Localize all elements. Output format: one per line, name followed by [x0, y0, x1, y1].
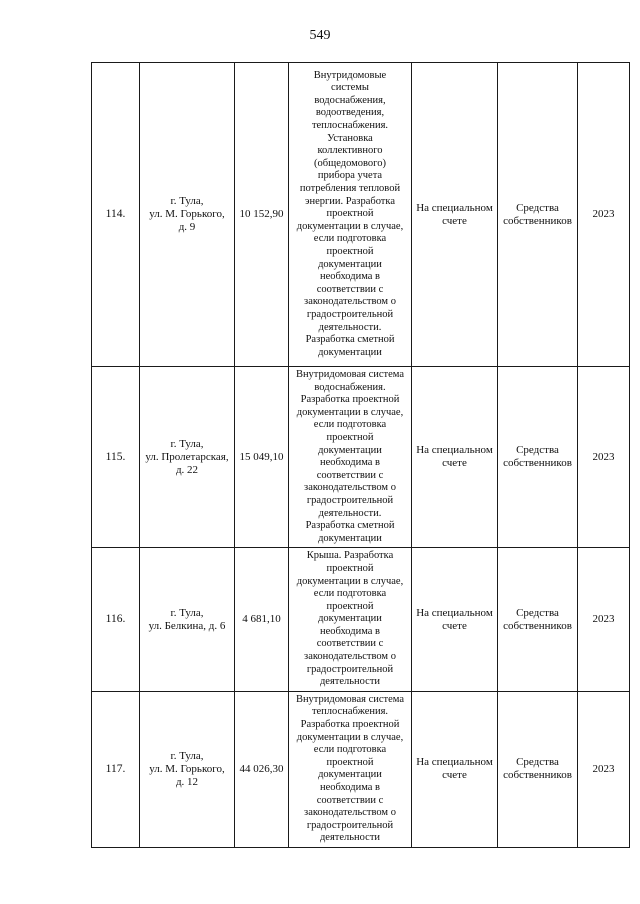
- planned-year: 2023: [578, 548, 630, 692]
- row-number: 114.: [92, 63, 140, 367]
- house-area: 10 152,90: [235, 63, 289, 367]
- house-area: 4 681,10: [235, 548, 289, 692]
- row-number: 115.: [92, 367, 140, 548]
- fund-formation-method: На специальном счете: [412, 691, 498, 847]
- table-row: [92, 548, 630, 692]
- row-number: 116.: [92, 548, 140, 692]
- planned-year: 2023: [578, 367, 630, 548]
- house-area: 15 049,10: [235, 367, 289, 548]
- table-row: [92, 63, 630, 367]
- repair-program-table: [91, 62, 630, 848]
- funding-source: Средства собственников: [498, 367, 578, 548]
- table-row: [92, 367, 630, 548]
- house-address: г. Тула, ул. М. Горького, д. 9: [140, 63, 235, 367]
- page-number: 549: [309, 28, 331, 43]
- fund-formation-method: На специальном счете: [412, 548, 498, 692]
- funding-source: Средства собственников: [498, 63, 578, 367]
- planned-year: 2023: [578, 691, 630, 847]
- funding-source: Средства собственников: [498, 691, 578, 847]
- planned-year: 2023: [578, 63, 630, 367]
- works-description: Внутридомовые системы водоснабжения, водоотведения, теплоснабжения. Установка коллективного (общедомового) прибора учета потребления тепловой энергии. Разработка проектной документации в случае, если подготовка проектной документации необходима в соответствии с законодательством о градостроительной деятельности. Разработка сметной документации: [289, 63, 412, 367]
- table-row: [92, 691, 630, 847]
- house-area: 44 026,30: [235, 691, 289, 847]
- house-address: г. Тула, ул. Белкина, д. 6: [140, 548, 235, 692]
- row-number: 117.: [92, 691, 140, 847]
- funding-source: Средства собственников: [498, 548, 578, 692]
- fund-formation-method: На специальном счете: [412, 63, 498, 367]
- works-description: Крыша. Разработка проектной документации в случае, если подготовка проектной документации необходима в соответствии с законодательством о градостроительной деятельности: [289, 548, 412, 692]
- works-description: Внутридомовая система водоснабжения. Разработка проектной документации в случае, если подготовка проектной документации необходима в соответствии с законодательством о градостроительной деятельности. Разработка сметной документации: [289, 367, 412, 548]
- house-address: г. Тула, ул. Пролетарская, д. 22: [140, 367, 235, 548]
- house-address: г. Тула, ул. М. Горького, д. 12: [140, 691, 235, 847]
- fund-formation-method: На специальном счете: [412, 367, 498, 548]
- works-description: Внутридомовая система теплоснабжения. Разработка проектной документации в случае, если подготовка проектной документации необходима в соответствии с законодательством о градостроительной деятельности: [289, 691, 412, 847]
